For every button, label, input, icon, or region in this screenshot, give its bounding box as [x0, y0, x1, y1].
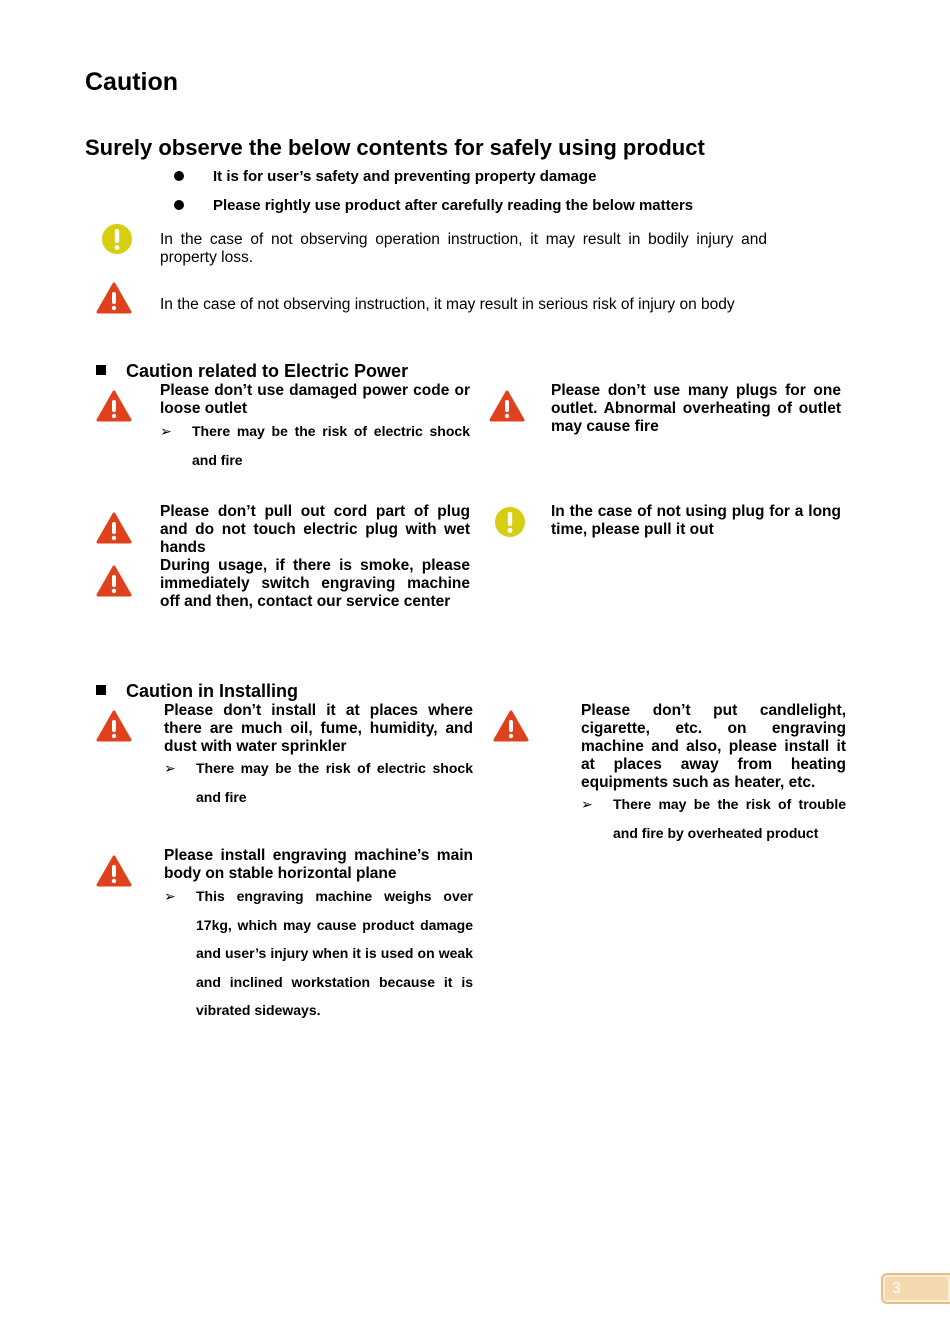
electric-item-1-text: Please don’t use damaged power code or loose outlet	[160, 382, 470, 417]
warning-triangle-icon	[96, 512, 132, 544]
warning-triangle-icon	[493, 710, 529, 742]
electric-item-3-text: Please don’t pull out cord part of plug and do not touch electric plug with wet hands	[160, 503, 470, 556]
intro-bullet-2: Please rightly use product after carefully reading the below matters	[213, 197, 694, 214]
caution-circle-icon	[101, 223, 133, 255]
arrow-bullet-icon: ➢	[160, 423, 172, 439]
page-number: 3	[881, 1273, 950, 1304]
install-item-1-text: Please don’t install it at places where there are much oil, fume, humidity, and dust with water sprinkler	[164, 702, 473, 755]
install-item-2-sub: There may be the risk of trouble and fire by overheated product	[613, 796, 846, 841]
arrow-bullet-icon: ➢	[164, 760, 176, 776]
page-title: Caution	[85, 68, 179, 96]
electric-item-5-text: During usage, if there is smoke, please immediately switch engraving machine off and then, contact our service center	[160, 557, 470, 610]
section-heading-electric: Caution related to Electric Power	[126, 361, 409, 381]
warning-triangle-icon	[96, 282, 132, 314]
install-item-2-text: Please don’t put candlelight, cigarette, etc. on engraving machine and also, please install it at places away from heating equipments such as heater, etc.	[581, 702, 846, 791]
bullet-dot	[174, 200, 184, 210]
bullet-dot	[174, 171, 184, 181]
caution-circle-icon	[494, 506, 526, 538]
arrow-bullet-icon: ➢	[581, 796, 593, 812]
warning-triangle-icon	[489, 390, 525, 422]
section-bullet	[96, 685, 106, 695]
intro-bullet-1: It is for user’s safety and preventing property damage	[213, 168, 597, 185]
install-item-1-sub: There may be the risk of electric shock and fire	[196, 760, 473, 805]
warning-triangle-icon	[96, 565, 132, 597]
page-subtitle: Surely observe the below contents for safely using product	[85, 135, 705, 160]
section-heading-installing: Caution in Installing	[126, 681, 298, 701]
install-item-3-sub: This engraving machine weighs over 17kg, which may cause product damage and user’s injury when it is used on weak and inclined workstation because it is vibrated sideways.	[196, 888, 473, 1019]
warning-triangle-icon	[96, 390, 132, 422]
arrow-bullet-icon: ➢	[164, 888, 176, 904]
warning-triangle-icon	[96, 710, 132, 742]
warning-legend-text: In the case of not observing instruction, it may result in serious risk of injury on body	[160, 296, 735, 313]
warning-triangle-icon	[96, 855, 132, 887]
electric-item-4-text: In the case of not using plug for a long time, please pull it out	[551, 503, 841, 538]
electric-item-1-sub: There may be the risk of electric shock and fire	[192, 423, 470, 468]
electric-item-2-text: Please don’t use many plugs for one outlet. Abnormal overheating of outlet may cause fire	[551, 382, 841, 435]
install-item-3-text: Please install engraving machine’s main body on stable horizontal plane	[164, 847, 473, 882]
section-bullet	[96, 365, 106, 375]
caution-legend-text: In the case of not observing operation instruction, it may result in bodily injury and property loss.	[160, 231, 767, 266]
